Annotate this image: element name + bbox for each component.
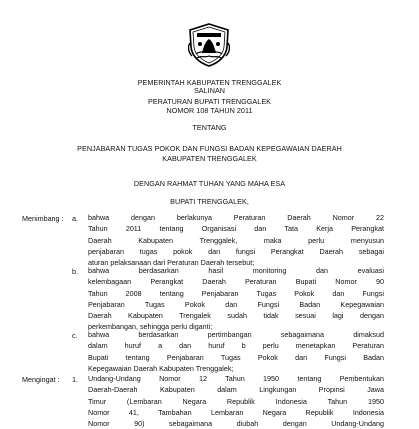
text-line: bahwa dengan berlakunya Peraturan Daerah Nomor 22: [88, 213, 384, 222]
regent-heading: BUPATI TRENGGALEK,: [170, 197, 249, 206]
text-line: Penjabaran Tugas Pokok dan Fungsi Badan Kepegawaian: [88, 299, 384, 309]
text-line: Daerah Kabupaten Trengalek sudah tidak sesuai lagi dengan: [88, 311, 384, 321]
menimbang-label: Menimbang :: [22, 214, 64, 223]
text-line: bahwa berdasarkan pertimbangan sebagaimana dimaksud: [88, 330, 384, 339]
text-line: Bupati tentang Penjabaran Tugas Pokok dan Fungsi Badan: [88, 352, 384, 362]
header-government: PEMERINTAH KABUPATEN TRENGGALEK: [137, 78, 282, 87]
text-line: Tahun 2008 tentang Penjabaran Tugas Pokok dan Fungsi: [88, 288, 384, 298]
text-line: Tahun 2011 tentang Organisasi dan Tata Kerja Perangkat: [88, 224, 384, 234]
preamble: DENGAN RAHMAT TUHAN YANG MAHA ESA: [133, 179, 286, 188]
regency-coat-of-arms-icon: [188, 23, 230, 67]
header-regulation: PERATURAN BUPATI TRENGGALEK: [147, 97, 272, 106]
header-number: NOMOR 108 TAHUN 2011: [166, 106, 253, 115]
text-line: kelembagaan Perangkat Daerah Peraturan Bupati Nomor 90: [88, 277, 384, 287]
mengingat-label: Mengingat :: [22, 375, 60, 384]
text-line: Undang-Undang Nomor 12 Tahun 1950 tentang Pembentukan: [88, 374, 384, 383]
tentang-label: TENTANG: [192, 123, 227, 132]
menimbang-marker-b: b.: [72, 267, 78, 276]
menimbang-item-a: [88, 212, 384, 268]
text-line: Daerah Kabupaten Trenggalek, maka perlu menyusun: [88, 235, 384, 245]
header-salinan: SALINAN: [193, 86, 226, 95]
document-title-line-1: PENJABARAN TUGAS POKOK DAN FUNGSI BADAN KEPEGAWAIAN DAERAH: [77, 144, 342, 153]
mengingat-item-1: [88, 373, 384, 429]
menimbang-marker-a: a.: [72, 214, 78, 223]
text-line: Timur (Lembaran Negara Republik Indonesia Tahun 1950: [88, 396, 384, 406]
mengingat-marker-1: 1.: [72, 375, 78, 384]
text-line: dalam huruf a dan huruf b perlu menetapkan Peraturan: [88, 341, 384, 351]
menimbang-item-b: [88, 265, 384, 333]
text-line: bahwa berdasarkan hasil monitoring dan evaluasi: [88, 266, 384, 275]
text-line: Daerah-Daerah Kabupaten dalam Lingkungan Propinsi Jawa: [88, 385, 384, 395]
text-line: Nomor 41, Tambahan Lembaran Negara Republik Indonesia: [88, 407, 384, 417]
text-line: Nomor 90) sebagaimana diubah dengan Undang-Undang: [88, 419, 384, 429]
text-line: aturan pelaksanaan dari Peraturan Daerah tersebut;: [88, 258, 255, 268]
menimbang-item-c: [88, 329, 384, 374]
document-title-line-2: KABUPATEN TRENGGALEK: [162, 154, 257, 163]
text-line: penjabaran tugas pokok dan fungsi Perangkat Daerah sebagai: [88, 246, 384, 256]
text-line: Kepegawaian Daerah Kabupaten Trenggalek;: [88, 363, 234, 373]
menimbang-marker-c: c.: [72, 331, 78, 340]
text-line: perkembangan, sehingga perlu diganti;: [88, 322, 213, 332]
